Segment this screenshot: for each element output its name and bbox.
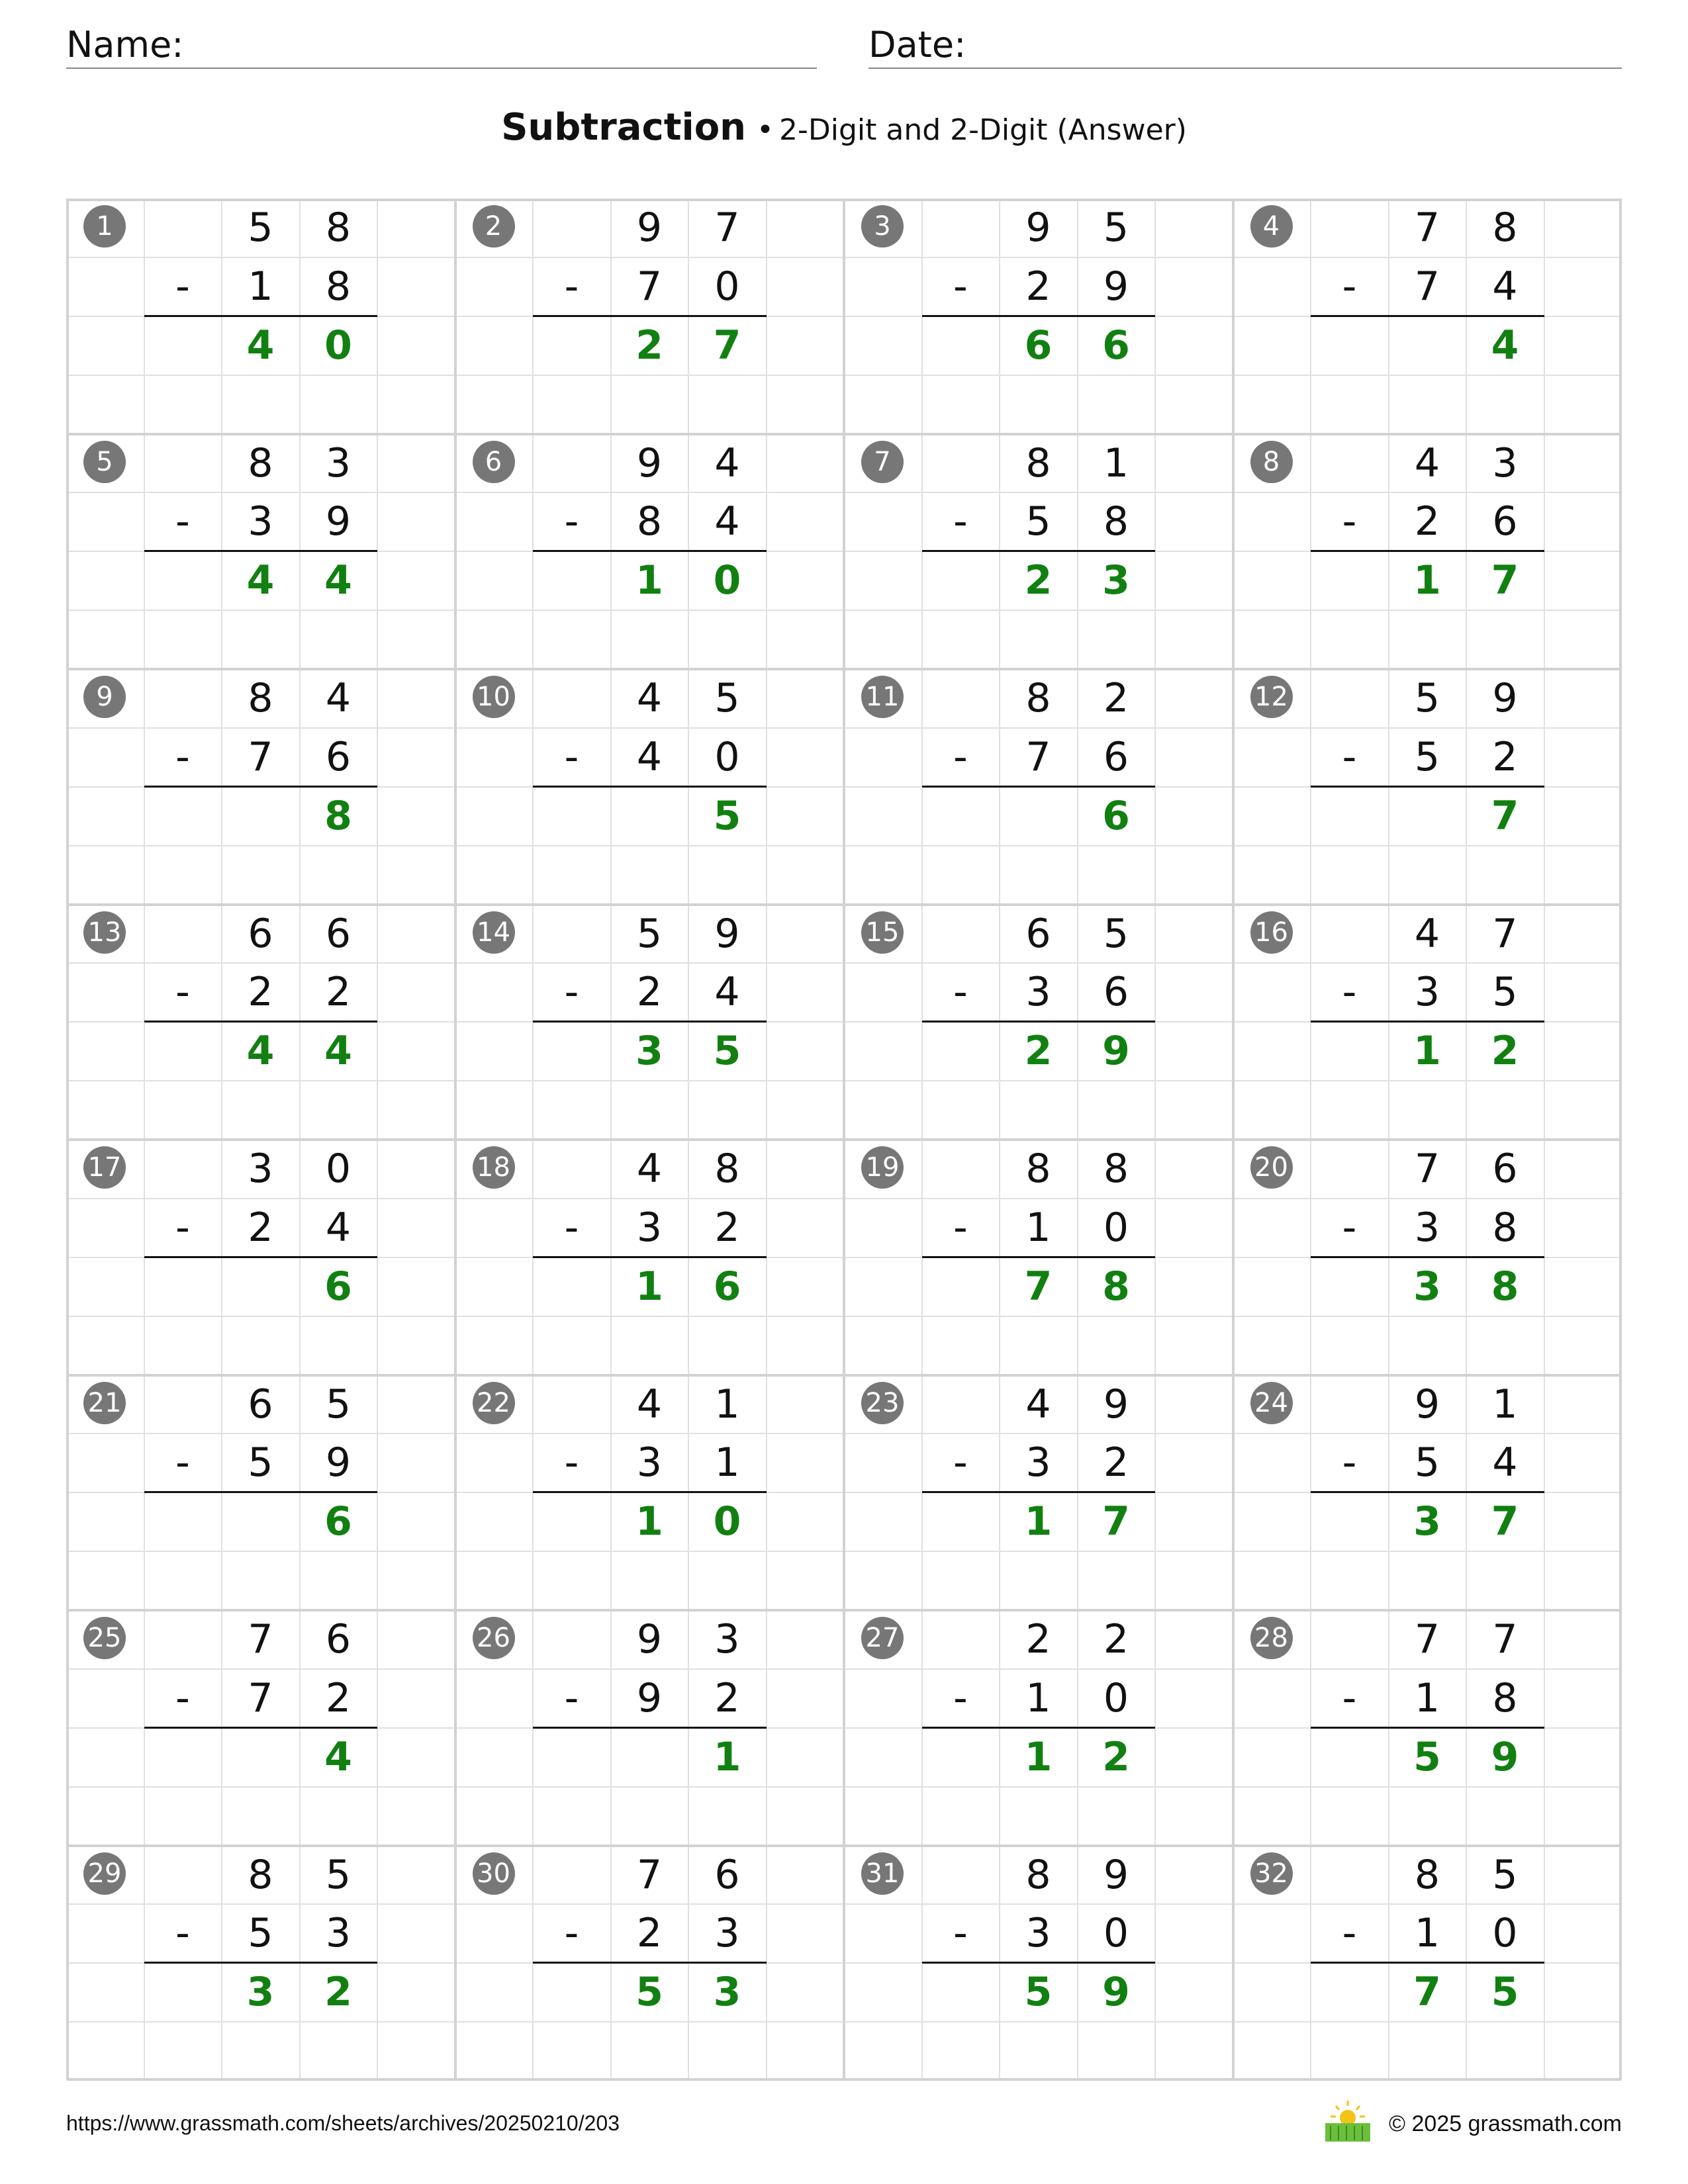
answer-rule [144,1256,378,1258]
problem-number-badge: 31 [861,1852,904,1895]
answer-digit: 2 [635,322,663,369]
minus-sign: - [1342,1674,1357,1721]
answer-digit: 5 [1024,1969,1053,2016]
minus-sign: - [953,263,968,310]
minuend-digit: 3 [1492,439,1518,486]
answer-rule [1311,550,1544,552]
minuend-digit: 1 [1103,439,1129,486]
subtrahend-digit: 8 [325,263,352,310]
minuend-digit: 6 [714,1851,740,1898]
answer-rule [533,1491,767,1493]
subtrahend-digit: 4 [714,969,740,1016]
minuend-digit: 6 [1025,910,1051,957]
title-main: Subtraction [501,106,747,149]
minuend-digit: 5 [636,910,663,957]
subtrahend-digit: 3 [1025,1439,1051,1486]
answer-digit: 8 [1491,1263,1519,1310]
answer-digit: 0 [713,1498,741,1545]
answer-digit: 9 [1102,1969,1130,2016]
subtrahend-digit: 5 [1414,1439,1440,1486]
minuend-digit: 8 [1025,1146,1051,1192]
subtrahend-digit: 2 [1492,733,1518,780]
subtrahend-digit: 9 [325,1439,352,1486]
minuend-digit: 7 [1414,1146,1440,1192]
minuend-digit: 5 [325,1381,352,1428]
answer-digit: 6 [1024,322,1053,369]
answer-digit: 2 [324,1969,352,2016]
minuend-digit: 5 [1414,675,1440,721]
minus-sign: - [1342,733,1357,780]
problem-number-badge: 3 [861,205,904,248]
problem-number-badge: 2 [473,205,515,248]
answer-digit: 1 [1413,1028,1441,1075]
answer-digit: 4 [324,557,352,604]
subtrahend-digit: 2 [1414,498,1440,545]
grassmath-logo [1324,2097,1372,2143]
subtrahend-digit: 2 [325,969,352,1016]
subtrahend-digit: 6 [1103,969,1129,1016]
subtrahend-digit: 0 [714,263,740,310]
subtrahend-digit: 5 [1492,969,1518,1016]
subtrahend-digit: 2 [248,1204,273,1251]
subtrahend-digit: 8 [1103,498,1129,545]
answer-rule [533,1021,767,1023]
subtrahend-digit: 5 [248,1910,273,1957]
subtrahend-digit: 1 [1414,1674,1440,1721]
minuend-digit: 8 [1103,1146,1129,1192]
minus-sign: - [564,969,579,1016]
minuend-digit: 8 [325,205,352,251]
answer-digit: 3 [635,1028,663,1075]
answer-digit: 3 [1413,1263,1441,1310]
minus-sign: - [953,1204,968,1251]
answer-digit: 4 [324,1733,352,1780]
answer-digit: 1 [635,1263,663,1310]
problem-number-badge: 21 [83,1382,126,1424]
answer-rule [144,315,378,317]
subtrahend-digit: 3 [714,1910,740,1957]
minuend-digit: 2 [1103,675,1129,721]
subtrahend-digit: 2 [636,1910,663,1957]
subtrahend-digit: 7 [248,733,273,780]
answer-digit: 8 [1102,1263,1130,1310]
subtrahend-digit: 1 [248,263,273,310]
minuend-digit: 5 [325,1851,352,1898]
answer-rule [144,786,378,788]
subtrahend-digit: 5 [248,1439,273,1486]
answer-digit: 5 [713,792,741,839]
minus-sign: - [564,1439,579,1486]
minuend-digit: 9 [1492,675,1518,721]
subtrahend-digit: 3 [1414,1204,1440,1251]
minus-sign: - [1342,969,1357,1016]
problem-grid [66,199,1622,2081]
subtrahend-digit: 9 [1103,263,1129,310]
subtrahend-digit: 0 [1103,1674,1129,1721]
answer-digit: 1 [713,1733,741,1780]
minuend-digit: 9 [1103,1381,1129,1428]
answer-digit: 2 [1024,557,1053,604]
answer-digit: 4 [246,322,275,369]
answer-digit: 1 [1413,557,1441,604]
title-bullet: • [757,113,774,147]
subtrahend-digit: 3 [1025,1910,1051,1957]
minuend-digit: 5 [1492,1851,1518,1898]
answer-digit: 1 [1024,1498,1053,1545]
minuend-digit: 8 [1025,675,1051,721]
minus-sign: - [175,498,190,545]
minus-sign: - [564,1910,579,1957]
minuend-digit: 3 [325,439,352,486]
minus-sign: - [175,1910,190,1957]
minuend-digit: 4 [1025,1381,1051,1428]
answer-rule [533,1256,767,1258]
minus-sign: - [953,1439,968,1486]
problem-number-badge: 25 [83,1617,126,1659]
minuend-digit: 8 [1025,1851,1051,1898]
answer-rule [922,1256,1156,1258]
problem-number-badge: 1 [83,205,126,248]
answer-digit: 9 [1491,1733,1519,1780]
answer-rule [533,315,767,317]
subtrahend-digit: 4 [714,498,740,545]
minuend-digit: 6 [325,910,352,957]
minuend-digit: 5 [248,205,273,251]
minuend-digit: 9 [1414,1381,1440,1428]
subtrahend-digit: 7 [1414,263,1440,310]
minuend-digit: 4 [636,1146,663,1192]
answer-rule [1311,1491,1544,1493]
answer-digit: 6 [324,1263,352,1310]
minus-sign: - [953,498,968,545]
date-label: Date: [868,24,966,66]
answer-digit: 3 [1413,1498,1441,1545]
minuend-digit: 9 [1025,205,1051,251]
subtrahend-digit: 9 [636,1674,663,1721]
answer-digit: 7 [713,322,741,369]
answer-rule [1311,315,1544,317]
minus-sign: - [1342,498,1357,545]
problem-number-badge: 14 [473,911,515,954]
problem-number-badge: 20 [1250,1146,1293,1189]
problem-number-badge: 12 [1250,676,1293,718]
minus-sign: - [1342,1910,1357,1957]
problem-number-badge: 18 [473,1146,515,1189]
title-subtitle: 2-Digit and 2-Digit (Answer) [779,113,1187,147]
minus-sign: - [175,969,190,1016]
answer-digit: 0 [324,322,352,369]
problem-number-badge: 27 [861,1617,904,1659]
answer-digit: 3 [713,1969,741,2016]
subtrahend-digit: 2 [714,1204,740,1251]
minuend-digit: 3 [714,1616,740,1662]
problem-number-badge: 11 [861,676,904,718]
answer-digit: 5 [713,1028,741,1075]
answer-digit: 7 [1024,1263,1053,1310]
minuend-digit: 6 [248,1381,273,1428]
subtrahend-digit: 0 [714,733,740,780]
date-field[interactable] [868,25,1622,69]
minuend-digit: 8 [248,675,273,721]
answer-digit: 5 [635,1969,663,2016]
subtrahend-digit: 8 [636,498,663,545]
subtrahend-digit: 3 [325,1910,352,1957]
minus-sign: - [953,1674,968,1721]
subtrahend-digit: 8 [1492,1674,1518,1721]
minuend-digit: 5 [1103,910,1129,957]
minuend-digit: 0 [325,1146,352,1192]
answer-rule [922,1021,1156,1023]
answer-rule [144,1727,378,1729]
minuend-digit: 6 [1492,1146,1518,1192]
answer-rule [533,1962,767,1964]
subtrahend-digit: 3 [1414,969,1440,1016]
answer-rule [1311,786,1544,788]
subtrahend-digit: 2 [1103,1439,1129,1486]
subtrahend-digit: 1 [714,1439,740,1486]
answer-digit: 6 [324,1498,352,1545]
minuend-digit: 4 [636,1381,663,1428]
subtrahend-digit: 3 [636,1439,663,1486]
minuend-digit: 7 [1492,910,1518,957]
answer-digit: 7 [1413,1969,1441,2016]
problem-number-badge: 29 [83,1852,126,1895]
subtrahend-digit: 6 [325,733,352,780]
answer-digit: 7 [1491,792,1519,839]
minuend-digit: 7 [1414,1616,1440,1662]
minus-sign: - [175,263,190,310]
minuend-digit: 1 [1492,1381,1518,1428]
minuend-digit: 4 [636,675,663,721]
minuend-digit: 4 [325,675,352,721]
minuend-digit: 2 [1103,1616,1129,1662]
minuend-digit: 6 [248,910,273,957]
minuend-digit: 7 [714,205,740,251]
problem-number-badge: 7 [861,441,904,483]
problem-number-badge: 24 [1250,1382,1293,1424]
answer-rule [922,1962,1156,1964]
problem-number-badge: 9 [83,676,126,718]
answer-digit: 8 [324,792,352,839]
subtrahend-digit: 2 [1025,263,1051,310]
answer-digit: 9 [1102,1028,1130,1075]
answer-digit: 2 [1024,1028,1053,1075]
minuend-digit: 5 [1103,205,1129,251]
answer-rule [1311,1021,1544,1023]
problem-number-badge: 13 [83,911,126,954]
minus-sign: - [564,498,579,545]
block-separator [66,2078,1622,2081]
answer-digit: 1 [635,1498,663,1545]
subtrahend-digit: 1 [1414,1910,1440,1957]
answer-rule [1311,1962,1544,1964]
answer-digit: 0 [713,557,741,604]
answer-digit: 7 [1491,1498,1519,1545]
subtrahend-digit: 3 [1025,969,1051,1016]
answer-rule [144,1021,378,1023]
problem-number-badge: 17 [83,1146,126,1189]
minus-sign: - [175,1439,190,1486]
answer-rule [1311,1256,1544,1258]
problem-number-badge: 23 [861,1382,904,1424]
minus-sign: - [564,1204,579,1251]
problem-number-badge: 28 [1250,1617,1293,1659]
subtrahend-digit: 4 [1492,1439,1518,1486]
subtrahend-digit: 6 [1492,498,1518,545]
answer-rule [1311,1727,1544,1729]
minuend-digit: 7 [1492,1616,1518,1662]
problem-number-badge: 22 [473,1382,515,1424]
answer-digit: 3 [246,1969,275,2016]
minuend-digit: 8 [714,1146,740,1192]
minuend-digit: 9 [636,439,663,486]
answer-digit: 6 [1102,792,1130,839]
name-field[interactable] [66,25,817,69]
minuend-digit: 1 [714,1381,740,1428]
subtrahend-digit: 8 [1492,1204,1518,1251]
worksheet-title [0,106,1688,149]
minuend-digit: 4 [714,439,740,486]
answer-digit: 1 [635,557,663,604]
minuend-digit: 6 [325,1616,352,1662]
subtrahend-digit: 0 [1103,1910,1129,1957]
minuend-digit: 8 [1414,1851,1440,1898]
answer-digit: 1 [1024,1733,1053,1780]
answer-digit: 2 [1491,1028,1519,1075]
problem-number-badge: 19 [861,1146,904,1189]
minus-sign: - [175,1204,190,1251]
minus-sign: - [175,733,190,780]
minuend-digit: 7 [1414,205,1440,251]
footer-url: https://www.grassmath.com/sheets/archives/20250210/203 [66,2111,620,2135]
problem-number-badge: 8 [1250,441,1293,483]
minus-sign: - [1342,1204,1357,1251]
name-label: Name: [66,24,184,66]
minuend-digit: 5 [714,675,740,721]
minuend-digit: 3 [248,1146,273,1192]
answer-digit: 3 [1102,557,1130,604]
subtrahend-digit: 0 [1103,1204,1129,1251]
problem-number-badge: 32 [1250,1852,1293,1895]
subtrahend-digit: 4 [1492,263,1518,310]
minuend-digit: 9 [636,1616,663,1662]
subtrahend-digit: 7 [636,263,663,310]
problem-number-badge: 5 [83,441,126,483]
minuend-digit: 2 [1025,1616,1051,1662]
answer-digit: 4 [324,1028,352,1075]
minuend-digit: 7 [248,1616,273,1662]
answer-digit: 4 [246,1028,275,1075]
subtrahend-digit: 0 [1492,1910,1518,1957]
subtrahend-digit: 1 [1025,1204,1051,1251]
answer-rule [922,1491,1156,1493]
answer-digit: 6 [713,1263,741,1310]
subtrahend-digit: 3 [248,498,273,545]
minuend-digit: 8 [248,1851,273,1898]
subtrahend-digit: 9 [325,498,352,545]
minus-sign: - [564,1674,579,1721]
subtrahend-digit: 7 [1025,733,1051,780]
minuend-digit: 8 [1492,205,1518,251]
answer-digit: 4 [246,557,275,604]
minus-sign: - [953,733,968,780]
subtrahend-digit: 4 [636,733,663,780]
problem-number-badge: 4 [1250,205,1293,248]
subtrahend-digit: 1 [1025,1674,1051,1721]
answer-rule [922,1727,1156,1729]
problem-number-badge: 6 [473,441,515,483]
minus-sign: - [1342,1439,1357,1486]
problem-number-badge: 10 [473,676,515,718]
minus-sign: - [564,733,579,780]
answer-digit: 5 [1491,1969,1519,2016]
subtrahend-digit: 3 [636,1204,663,1251]
subtrahend-digit: 7 [248,1674,273,1721]
answer-rule [533,786,767,788]
answer-digit: 4 [1491,322,1519,369]
footer-copyright: © 2025 grassmath.com [1389,2111,1622,2136]
problem-number-badge: 15 [861,911,904,954]
subtrahend-digit: 6 [1103,733,1129,780]
subtrahend-digit: 2 [248,969,273,1016]
subtrahend-digit: 2 [636,969,663,1016]
answer-digit: 6 [1102,322,1130,369]
minuend-digit: 9 [714,910,740,957]
minuend-digit: 8 [248,439,273,486]
answer-rule [144,1962,378,1964]
answer-rule [533,550,767,552]
answer-rule [922,550,1156,552]
minus-sign: - [564,263,579,310]
minus-sign: - [1342,263,1357,310]
problem-number-badge: 16 [1250,911,1293,954]
problem-number-badge: 26 [473,1617,515,1659]
minuend-digit: 4 [1414,910,1440,957]
answer-digit: 5 [1413,1733,1441,1780]
minuend-digit: 9 [636,205,663,251]
subtrahend-digit: 5 [1414,733,1440,780]
minus-sign: - [175,1674,190,1721]
answer-rule [144,550,378,552]
minuend-digit: 9 [1103,1851,1129,1898]
answer-digit: 7 [1102,1498,1130,1545]
answer-digit: 7 [1491,557,1519,604]
problem-number-badge: 30 [473,1852,515,1895]
subtrahend-digit: 5 [1025,498,1051,545]
minus-sign: - [953,969,968,1016]
minuend-digit: 8 [1025,439,1051,486]
answer-rule [144,1491,378,1493]
minuend-digit: 4 [1414,439,1440,486]
subtrahend-digit: 2 [325,1674,352,1721]
minuend-digit: 7 [636,1851,663,1898]
answer-rule [922,315,1156,317]
answer-rule [533,1727,767,1729]
subtrahend-digit: 2 [714,1674,740,1721]
answer-rule [922,786,1156,788]
minus-sign: - [953,1910,968,1957]
subtrahend-digit: 4 [325,1204,352,1251]
answer-digit: 2 [1102,1733,1130,1780]
